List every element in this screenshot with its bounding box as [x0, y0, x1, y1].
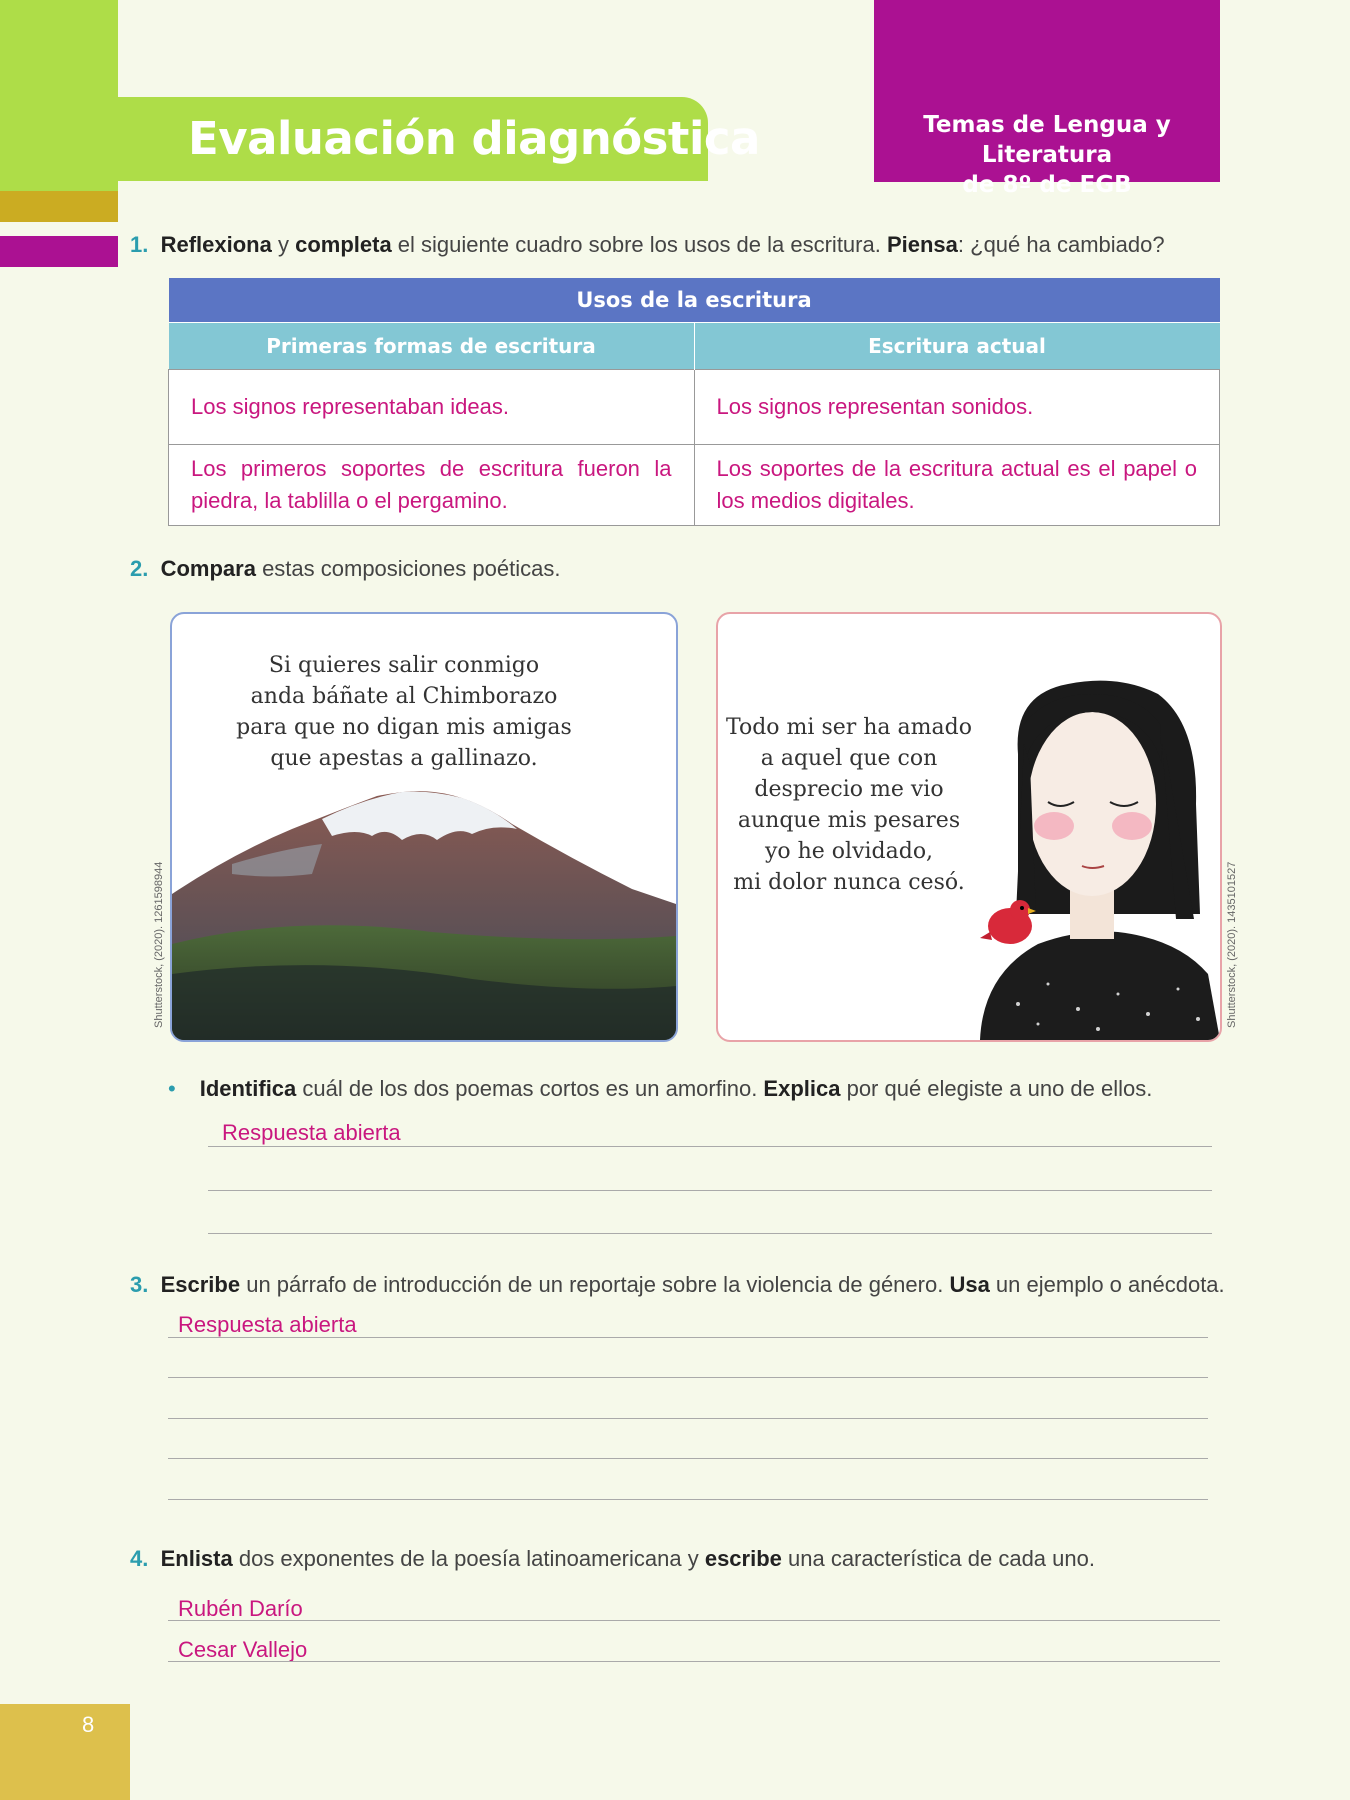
keyword: completa — [295, 232, 392, 257]
keyword: escribe — [704, 1546, 782, 1571]
keyword: Enlista — [160, 1546, 233, 1571]
poem-line: Si quieres salir conmigo — [268, 653, 540, 678]
poem-line: yo he olvidado, — [764, 839, 934, 864]
table-header-col2: Escritura actual — [694, 323, 1220, 370]
text: cuál de los dos poemas cortos es un amorfino. — [296, 1076, 764, 1101]
question-2-task — [168, 1076, 1268, 1102]
text: un párrafo de introducción de un reportaje sobre la violencia de género. — [240, 1272, 950, 1297]
table-cell: Los soportes de la escritura actual es el papel o los medios digitales. — [694, 445, 1220, 526]
question-1 — [130, 232, 1230, 258]
question-number: 4. — [130, 1546, 149, 1571]
text: : ¿qué ha cambiado? — [957, 232, 1165, 257]
question-number: 3. — [130, 1272, 149, 1297]
poem-card-chimborazo — [170, 612, 678, 1042]
header-green-block — [0, 0, 118, 192]
poem-line: Todo mi ser ha amado — [726, 715, 972, 740]
poem-1 — [172, 650, 636, 774]
answer-line[interactable] — [208, 1190, 1212, 1191]
text: el siguiente cuadro sobre los usos de la escritura. — [391, 232, 887, 257]
image-credit-1: Shutterstock, (2020). 1261598944 — [153, 861, 165, 1028]
subject-label — [874, 110, 1220, 200]
subject-line-2: de 8º de EGB — [962, 172, 1132, 198]
decor-bar-magenta — [0, 236, 118, 267]
page-number-block — [0, 1704, 130, 1800]
poem-line: para que no digan mis amigas — [236, 715, 572, 740]
keyword: Piensa — [886, 232, 958, 257]
answer-text: Rubén Darío — [178, 1596, 303, 1621]
table-cell: Los signos representan sonidos. — [694, 370, 1220, 445]
subject-line-1: Temas de Lengua y Literatura — [923, 112, 1171, 168]
writing-uses-table — [168, 278, 1220, 526]
answer-line[interactable] — [168, 1458, 1208, 1459]
text: un ejemplo o anécdota. — [989, 1272, 1225, 1297]
keyword: Identifica — [199, 1076, 297, 1101]
poem-line: anda báñate al Chimborazo — [250, 684, 558, 709]
answer-line[interactable] — [208, 1233, 1212, 1234]
image-credit-2: Shutterstock, (2020). 1435101527 — [1226, 861, 1238, 1028]
answer-line[interactable] — [168, 1377, 1208, 1378]
poem-card-girl — [716, 612, 1222, 1042]
poem-line: a aquel que con — [760, 746, 938, 771]
keyword: Escribe — [160, 1272, 241, 1297]
page-title: Evaluación diagnóstica — [188, 112, 760, 165]
answer-text: Respuesta abierta — [222, 1120, 401, 1145]
question-3 — [130, 1272, 1250, 1298]
poem-line: aunque mis pesares — [737, 808, 961, 833]
answer-text: Respuesta abierta — [178, 1312, 357, 1337]
text: una característica de cada uno. — [781, 1546, 1095, 1571]
answer-line[interactable] — [168, 1620, 1220, 1621]
text: y — [271, 232, 296, 257]
answer-line[interactable] — [168, 1499, 1208, 1500]
answer-line[interactable] — [208, 1146, 1212, 1147]
question-number: 1. — [130, 232, 149, 257]
keyword: Explica — [763, 1076, 841, 1101]
table-title: Usos de la escritura — [169, 278, 1220, 323]
keyword: Usa — [949, 1272, 990, 1297]
question-number: 2. — [130, 556, 149, 581]
page-number: 8 — [82, 1712, 95, 1737]
keyword: Compara — [160, 556, 256, 581]
text: por qué elegiste a uno de ellos. — [840, 1076, 1153, 1101]
answer-line[interactable] — [168, 1661, 1220, 1662]
bullet-icon: • — [168, 1076, 176, 1101]
question-4 — [130, 1546, 1230, 1572]
decor-bar-gold — [0, 191, 118, 222]
text: estas composiciones poéticas. — [255, 556, 561, 581]
poem-line: desprecio me vio — [754, 777, 944, 802]
answer-line[interactable] — [168, 1337, 1208, 1338]
poem-line: mi dolor nunca cesó. — [733, 870, 965, 895]
keyword: Reflexiona — [160, 232, 272, 257]
text: dos exponentes de la poesía latinoamericana y — [232, 1546, 705, 1571]
answer-line[interactable] — [168, 1418, 1208, 1419]
table-cell: Los signos representaban ideas. — [169, 370, 695, 445]
poem-2 — [718, 712, 980, 898]
poem-line: que apestas a gallinazo. — [270, 746, 538, 771]
answer-text: Cesar Vallejo — [178, 1637, 308, 1662]
table-header-col1: Primeras formas de escritura — [169, 323, 695, 370]
table-cell: Los primeros soportes de escritura fueron la piedra, la tablilla o el pergamino. — [169, 445, 695, 526]
question-2 — [130, 556, 1230, 582]
